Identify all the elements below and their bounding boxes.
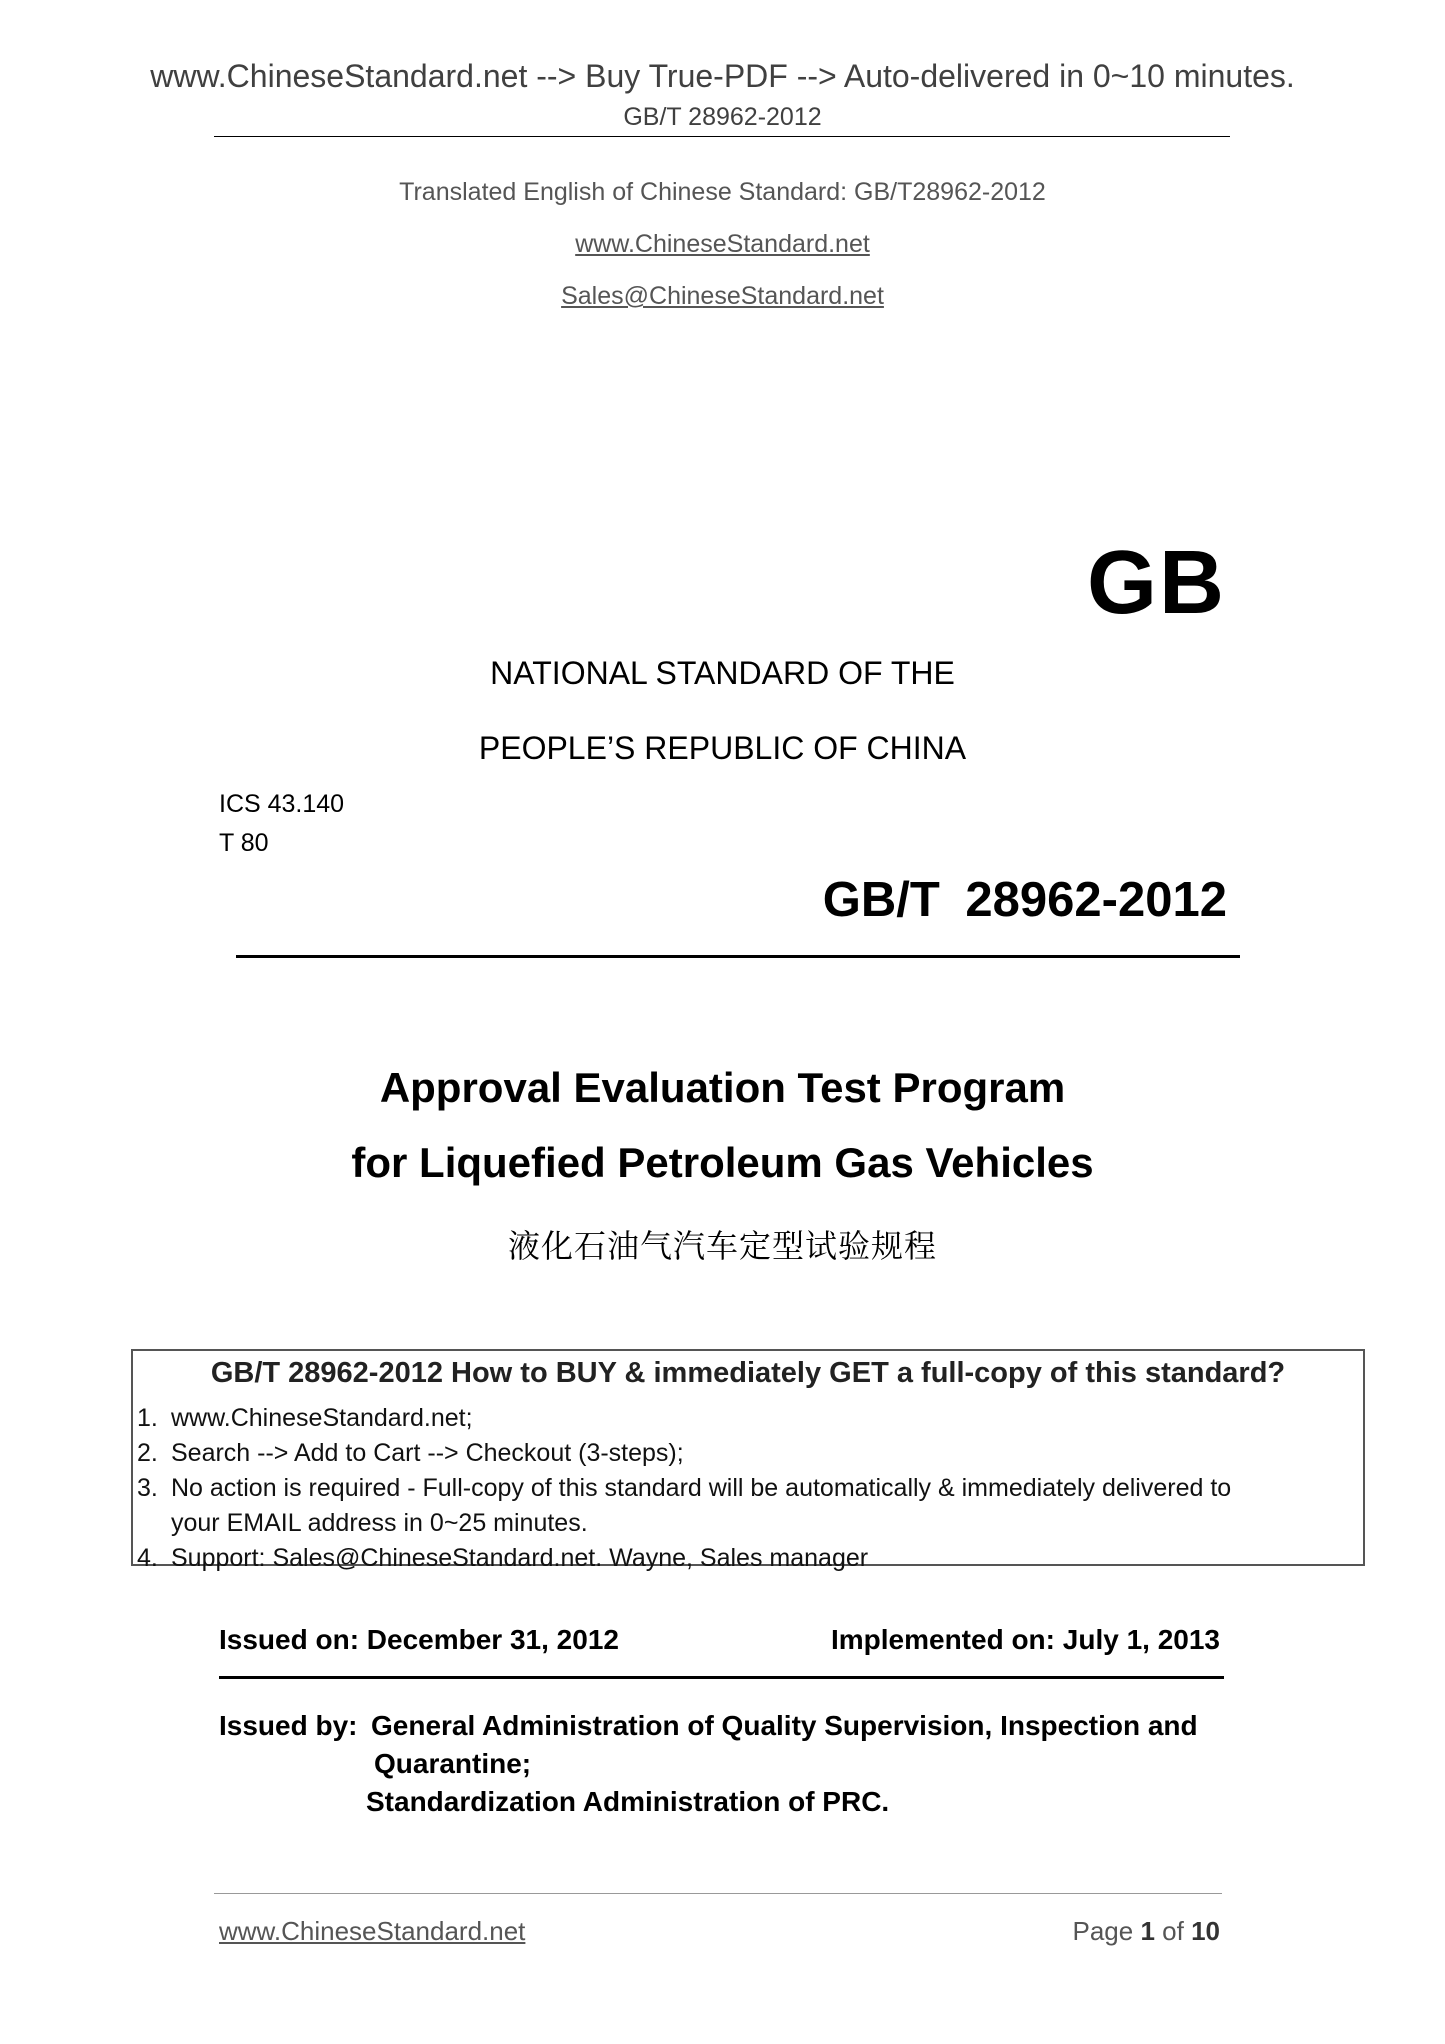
page-current: 1	[1140, 1916, 1155, 1946]
header-banner: www.ChineseStandard.net --> Buy True-PDF --> Auto-delivered in 0~10 minutes.	[150, 58, 1295, 94]
implemented-on-date: Implemented on: July 1, 2013	[830, 1624, 1220, 1655]
issued-by-line1: General Administration of Quality Supervision, Inspection and	[371, 1710, 1198, 1741]
footer-website-link[interactable]: www.ChineseStandard.net	[219, 1916, 526, 1946]
issued-by-label: Issued by:	[219, 1710, 358, 1741]
title-chinese: 液化石油气汽车定型试验规程	[507, 1227, 937, 1265]
email-line	[0, 282, 1445, 311]
buy-step-text: Support: Sales@ChineseStandard.net. Wayne, Sales manager	[171, 1544, 869, 1572]
header-divider	[214, 136, 1230, 137]
issued-on-date: Issued on: December 31, 2012	[219, 1624, 619, 1655]
buy-step-text: Search --> Add to Cart --> Checkout (3-steps);	[171, 1439, 684, 1467]
translated-note: Translated English of Chinese Standard: GB/T28962-2012	[399, 178, 1046, 206]
page-indicator	[1072, 1916, 1220, 1947]
dates-divider	[219, 1676, 1224, 1679]
page-prefix: Page	[1072, 1916, 1134, 1946]
national-standard-line1: NATIONAL STANDARD OF THE	[490, 655, 955, 691]
page-total: 10	[1191, 1916, 1220, 1946]
buy-step-1	[137, 1404, 473, 1433]
website-link[interactable]: www.ChineseStandard.net	[575, 230, 870, 258]
website-line	[0, 230, 1445, 259]
issued-by-line2: Quarantine;	[374, 1748, 532, 1779]
buy-step-text: www.ChineseStandard.net;	[171, 1404, 473, 1432]
buy-step-text: No action is required - Full-copy of this standard will be automatically & immediately delivered to	[171, 1474, 1232, 1502]
issued-by-line3: Standardization Administration of PRC.	[366, 1786, 890, 1817]
buy-step-number: 4.	[137, 1544, 158, 1572]
title-line2: for Liquefied Petroleum Gas Vehicles	[351, 1139, 1094, 1186]
email-link[interactable]: Sales@ChineseStandard.net	[561, 282, 884, 310]
buy-step-3	[137, 1474, 1231, 1503]
buy-step-number: 3.	[137, 1474, 158, 1502]
standard-number: GB/T 28962-2012	[822, 873, 1227, 927]
buy-step-4	[137, 1544, 868, 1573]
footer-divider	[214, 1893, 1222, 1894]
buy-step-3-continuation: your EMAIL address in 0~25 minutes.	[171, 1509, 588, 1537]
buy-step-2	[137, 1439, 684, 1468]
buy-step-number: 2.	[137, 1439, 158, 1467]
buy-step-number: 1.	[137, 1404, 158, 1432]
national-standard-line2: PEOPLE’S REPUBLIC OF CHINA	[478, 730, 967, 766]
header-standard-code: GB/T 28962-2012	[623, 103, 822, 131]
title-line1: Approval Evaluation Test Program	[379, 1064, 1066, 1111]
buy-box-title: GB/T 28962-2012 How to BUY & immediately GET a full-copy of this standard?	[210, 1357, 1286, 1389]
page-of: of	[1162, 1916, 1184, 1946]
buy-info-box	[131, 1349, 1365, 1572]
ics-code: ICS 43.140	[219, 790, 345, 818]
standard-divider	[236, 955, 1240, 958]
gb-mark: GB	[1087, 533, 1226, 633]
t-code: T 80	[219, 829, 269, 857]
